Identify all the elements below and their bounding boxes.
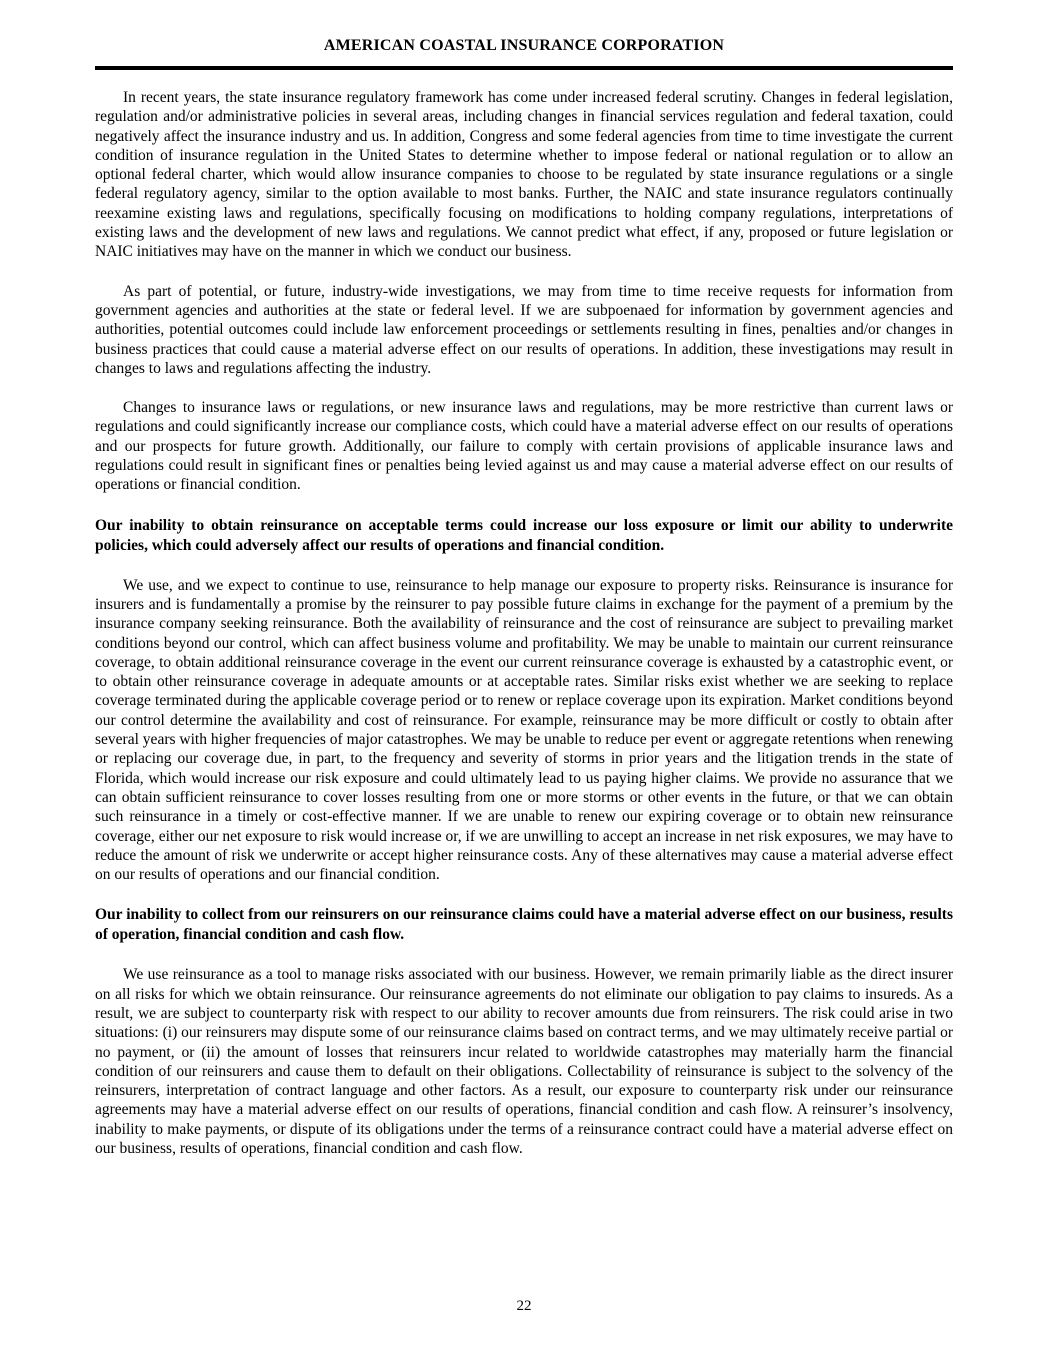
page-number: 22 [516, 1298, 532, 1314]
paragraph-federal-scrutiny: In recent years, the state insurance regulatory framework has come under increased federal scrutiny. Changes in federal legislation, regulation and/or administrative policies in several areas, including changes in financial services regulation and federal taxation, could negatively affect the insurance industry and us. In addition, Congress and some federal agencies from time to time investigate the current condition of insurance regulation in the United States to determine whether to impose federal or national regulation or to allow an optional federal charter, which would allow insurance companies to choose to be regulated by state insurance regulations or a single federal regulatory agency, similar to the option available to most banks. Further, the NAIC and state insurance regulators continually reexamine existing laws and regulations, specifically focusing on modifications to holding company regulations, interpretations of existing laws and the development of new laws and regulations. We cannot predict what effect, if any, proposed or future legislation or NAIC initiatives may have on the manner in which we conduct our business. [95, 89, 953, 261]
paragraph-industry-investigations: As part of potential, or future, industry-wide investigations, we may from time to time receive requests for information from government agencies and authorities at the state or federal level. If we are subpoenaed for information by government agencies and authorities, potential outcomes could include law enforcement proceedings or settlements resulting in fines, penalties and/or changes in business practices that could cause a material adverse effect on our results of operations. In addition, these investigations may result in changes to laws and regulations affecting the industry. [95, 282, 953, 377]
paragraph-counterparty-risk: We use reinsurance as a tool to manage risks associated with our business. However, we remain primarily liable as the direct insurer on all risks for which we obtain reinsurance. Our reinsurance agreements do not eliminate our obligation to pay claims to insureds. As a result, we are subject to counterparty risk with respect to our ability to recover amounts due from reinsurers. The risk could arise in two situations: (i) our reinsurers may dispute some of our reinsurance claims based on contract terms, and we may ultimately receive partial or no payment, or (ii) the amount of losses that reinsurers incur related to worldwide catastrophes may materially harm the financial condition of our reinsurers and cause them to default on their obligations. Collectability of reinsurance is subject to the solvency of the reinsurers, interpretation of contract language and other factors. As a result, our exposure to counterparty risk under our reinsurance agreements may have a material adverse effect on our results of operations, financial condition and cash flow. A reinsurer’s insolvency, inability to make payments, or dispute of its obligations under the terms of a reinsurance contract could have a material adverse effect on our business, results of operations, financial condition and cash flow. [95, 966, 953, 1158]
paragraph-law-changes: Changes to insurance laws or regulations, or new insurance laws and regulations, may be more restrictive than current laws or regulations and could significantly increase our compliance costs, which could have a material adverse effect on our results of operations and our prospects for future growth. Additionally, our failure to comply with certain provisions of applicable insurance laws and regulations could result in significant fines or penalties being levied against us and may cause a material adverse effect on our results of operations or financial condition. [95, 399, 953, 494]
header-rule [95, 66, 953, 70]
risk-heading-collect-reinsurers: Our inability to collect from our reinsurers on our reinsurance claims could have a material adverse effect on our business, results of operation, financial condition and cash flow. [95, 906, 953, 944]
document-title: AMERICAN COASTAL INSURANCE CORPORATION [323, 37, 725, 54]
paragraph-reinsurance-use: We use, and we expect to continue to use, reinsurance to help manage our exposure to property risks. Reinsurance is insurance for insurers and is fundamentally a promise by the reinsurer to pay possible future claims in exchange for the payment of a premium by the insurance company seeking reinsurance. Both the availability of reinsurance and the cost of reinsurance are subject to prevailing market conditions beyond our control, which can affect business volume and profitability. We may be unable to maintain our current reinsurance coverage, to obtain additional reinsurance coverage in the event our current reinsurance coverage is exhausted by a catastrophic event, or to obtain other reinsurance coverage in adequate amounts or at acceptable rates. Similar risks exist whether we are seeking to replace coverage terminated during the applicable coverage period or to renew or replace coverage upon its expiration. Market conditions beyond our control determine the availability and cost of reinsurance. For example, reinsurance may be more difficult or costly to obtain after several years with higher frequencies of major catastrophes. We may be unable to reduce per event or aggregate retentions when renewing or replacing our coverage due, in part, to the frequency and severity of storms in prior years and the litigation trends in the state of Florida, which would increase our risk exposure and could ultimately lead to us paying higher claims. We provide no assurance that we can obtain sufficient reinsurance to cover losses resulting from one or more storms or other events in the future, or that we can obtain such reinsurance in a timely or cost-effective manner. If we are unable to renew our expiring coverage or to obtain new reinsurance coverage, either our net exposure to risk would increase or, if we are unwilling to accept an increase in net risk exposures, we may have to reduce the amount of risk we underwrite or accept higher reinsurance costs. Any of these alternatives may cause a material adverse effect on our results of operations and our financial condition. [95, 576, 953, 884]
risk-heading-obtain-reinsurance: Our inability to obtain reinsurance on acceptable terms could increase our loss exposure or limit our ability to underwrite policies, which could adversely affect our results of operations and financial condition. [95, 516, 953, 554]
